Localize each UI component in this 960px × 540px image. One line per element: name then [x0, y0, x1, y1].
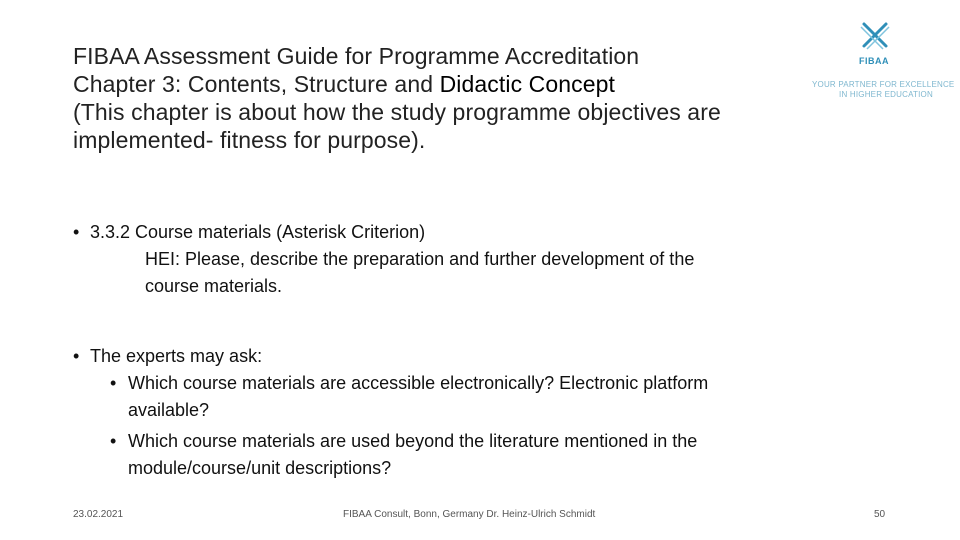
- bullet-icon: •: [73, 222, 80, 242]
- footer-center-text: FIBAA Consult, Bonn, Germany Dr. Heinz-Ulrich Schmidt: [343, 509, 596, 520]
- sub-bullet-icon: •: [110, 431, 117, 451]
- bullet-icon: •: [73, 346, 80, 366]
- hei-instruction-line-2: course materials.: [145, 276, 283, 296]
- title-line-3: (This chapter is about how the study programme objectives are: [73, 99, 721, 125]
- page-number: 50: [874, 509, 886, 520]
- bullet-text: 3.3.2 Course materials (Asterisk Criterion): [90, 222, 426, 242]
- title-line-4: implemented- fitness for purpose).: [73, 127, 426, 153]
- title-line-2: [73, 70, 813, 98]
- footer-date: 23.02.2021: [73, 509, 124, 520]
- sub-bullet-icon: •: [110, 373, 117, 393]
- logo-tagline-2: IN HIGHER EDUCATION: [839, 90, 933, 99]
- bullet-text: The experts may ask:: [90, 346, 263, 366]
- title-line-2-emphasis: Didactic Concept: [439, 71, 616, 97]
- fibaa-x-icon: [858, 18, 892, 52]
- sub-bullet-line-1: Which course materials are used beyond the literature mentioned in the: [128, 431, 698, 451]
- hei-instruction-line-1: HEI: Please, describe the preparation and further development of the: [145, 249, 695, 269]
- logo-name: FIBAA: [859, 56, 889, 66]
- title-line-1: FIBAA Assessment Guide for Programme Accreditation: [73, 43, 640, 69]
- sub-bullet-line-1: Which course materials are accessible electronically? Electronic platform: [128, 373, 709, 393]
- sub-bullet-line-2: module/course/unit descriptions?: [128, 458, 392, 478]
- title-line-2-prefix: Chapter 3: Contents, Structure and: [73, 71, 440, 97]
- fibaa-logo: [812, 16, 955, 106]
- slide-title: [73, 42, 813, 154]
- logo-tagline-1: YOUR PARTNER FOR EXCELLENCE: [812, 80, 955, 89]
- sub-bullet-line-2: available?: [128, 400, 210, 420]
